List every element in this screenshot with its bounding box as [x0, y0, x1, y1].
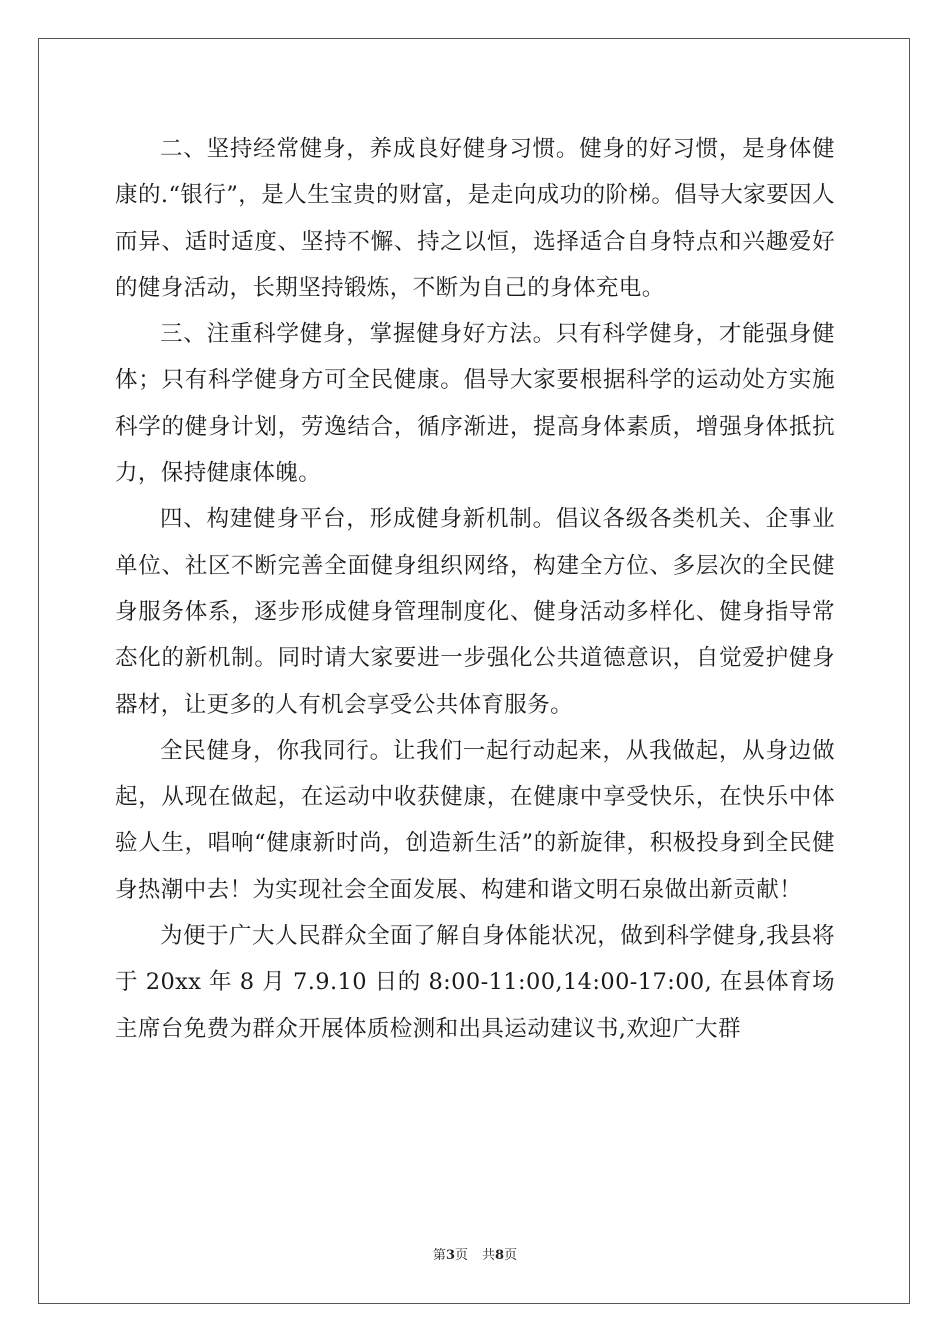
page-footer	[0, 1244, 950, 1263]
paragraph-call-to-action: 全民健身，你我同行。让我们一起行动起来，从我做起，从身边做起，从现在做起，在运动中收获健康，在健康中享受快乐，在快乐中体验人生，唱响“健康新时尚，创造新生活”的新旋律，积极投身到全民健身热潮中去！为实现社会全面发展、构建和谐文明石泉做出新贡献！	[115, 737, 835, 903]
paragraph-fitness-platform: 四、构建健身平台，形成健身新机制。倡议各级各类机关、企事业单位、社区不断完善全面健身组织网络，构建全方位、多层次的全民健身服务体系，逐步形成健身管理制度化、健身活动多样化、健身指导常态化的新机制。同时请大家要进一步强化公共道德意识，自觉爱护健身器材，让更多的人有机会享受公共体育服务。	[115, 506, 835, 718]
paragraph-scientific-fitness: 三、注重科学健身，掌握健身好方法。只有科学健身，才能强身健体；只有科学健身方可全民健康。倡导大家要根据科学的运动处方实施科学的健身计划，劳逸结合，循序渐进，提高身体素质，增强身体抵抗力，保持健康体魄。	[115, 321, 835, 487]
total-pages: 8	[495, 1248, 505, 1263]
page-number: 3	[445, 1248, 455, 1263]
document-body	[115, 126, 835, 1052]
page-suffix: 页	[454, 1248, 468, 1263]
total-prefix: 共	[482, 1248, 496, 1263]
page-prefix: 第	[432, 1248, 446, 1263]
paragraph-fitness-testing: 为便于广大人民群众全面了解自身体能状况，做到科学健身,我县将于 20xx 年 8 月 7.9.10 日的 8:00-11:00,14:00-17:00, 在县体育场主席台免费为群众开展体质检测和出具运动建议书,欢迎广大群	[115, 923, 835, 1042]
total-suffix: 页	[504, 1248, 518, 1263]
paragraph-fitness-habits: 二、坚持经常健身，养成良好健身习惯。健身的好习惯，是身体健康的.“银行”，是人生宝贵的财富，是走向成功的阶梯。倡导大家要因人而异、适时适度、坚持不懈、持之以恒，选择适合自身特点和兴趣爱好的健身活动，长期坚持锻炼，不断为自己的身体充电。	[115, 136, 835, 301]
